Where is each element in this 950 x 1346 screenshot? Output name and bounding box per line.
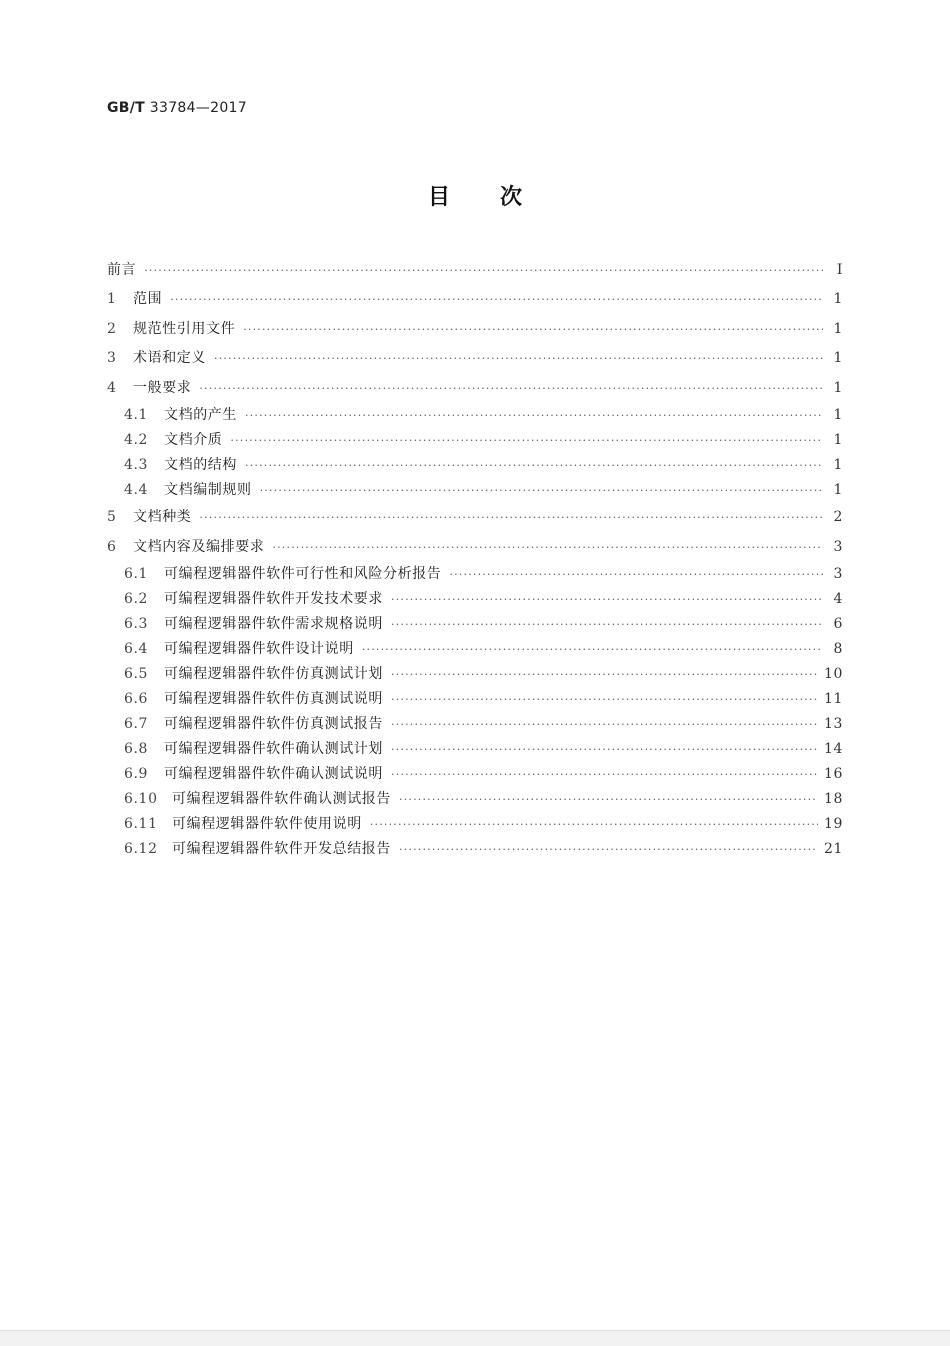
toc-page: 1	[833, 291, 843, 307]
toc-page: 10	[823, 666, 843, 682]
toc-entry[interactable]	[107, 787, 843, 812]
table-of-contents	[107, 256, 843, 862]
toc-entry[interactable]	[107, 453, 843, 478]
toc-leader	[272, 533, 823, 563]
toc-number: 4.3	[124, 457, 149, 473]
toc-page: Ⅰ	[836, 262, 843, 278]
toc-leader	[391, 662, 818, 687]
toc-entry[interactable]	[107, 315, 843, 345]
toc-number: 4.2	[124, 432, 149, 448]
toc-number: 2	[107, 320, 117, 337]
toc-label: 可编程逻辑器件软件确认测试计划	[164, 741, 383, 757]
toc-entry[interactable]	[107, 533, 843, 563]
toc-label: 可编程逻辑器件软件确认测试报告	[172, 791, 391, 807]
toc-label: 文档种类	[133, 509, 192, 525]
toc-page: 11	[823, 691, 843, 707]
toc-leader	[362, 637, 823, 662]
toc-number: 3	[107, 350, 117, 366]
toc-label: 可编程逻辑器件软件可行性和风险分析报告	[164, 566, 442, 582]
toc-leader	[391, 762, 818, 787]
toc-number: 6.8	[124, 741, 149, 757]
toc-page: 3	[833, 566, 843, 582]
toc-page: 8	[833, 641, 843, 657]
toc-label: 可编程逻辑器件软件仿真测试计划	[164, 666, 383, 682]
toc-leader	[245, 453, 823, 478]
toc-entry[interactable]	[107, 428, 843, 453]
toc-entry[interactable]	[107, 503, 843, 533]
toc-entry[interactable]	[107, 712, 843, 737]
page-title: 目次	[427, 185, 572, 210]
toc-leader	[243, 315, 823, 345]
toc-entry[interactable]	[107, 374, 843, 404]
toc-page: 19	[823, 816, 843, 832]
toc-number: 6.4	[124, 641, 149, 657]
toc-page: 1	[833, 379, 843, 396]
page-bottom-edge	[0, 1330, 950, 1346]
toc-leader	[391, 737, 818, 762]
toc-entry[interactable]	[107, 637, 843, 662]
standard-code	[107, 100, 247, 116]
toc-leader	[391, 712, 818, 737]
toc-entry[interactable]	[107, 837, 843, 862]
toc-page: 18	[823, 791, 843, 807]
toc-page: 1	[833, 482, 843, 498]
toc-label: 术语和定义	[133, 350, 206, 366]
toc-entry[interactable]	[107, 687, 843, 712]
toc-label: 范围	[133, 291, 163, 307]
toc-page: 1	[833, 457, 843, 473]
toc-number: 6.7	[124, 716, 149, 732]
toc-label: 可编程逻辑器件软件仿真测试报告	[164, 716, 383, 732]
toc-page: 1	[833, 320, 843, 337]
toc-leader	[199, 503, 823, 533]
toc-leader	[370, 812, 818, 837]
toc-page: 1	[833, 432, 843, 448]
toc-number: 6.2	[124, 591, 149, 607]
toc-leader	[230, 428, 823, 453]
toc-label: 规范性引用文件	[133, 320, 236, 337]
toc-number: 6	[107, 538, 117, 555]
toc-page: 3	[833, 538, 843, 555]
toc-label: 文档内容及编排要求	[133, 538, 265, 555]
toc-entry[interactable]	[107, 762, 843, 787]
toc-label: 文档的结构	[164, 457, 237, 473]
toc-leader	[214, 344, 823, 374]
toc-leader	[144, 256, 823, 286]
toc-leader	[391, 587, 823, 612]
toc-number: 6.9	[124, 766, 149, 782]
toc-label: 可编程逻辑器件软件需求规格说明	[164, 616, 383, 632]
toc-entry[interactable]	[107, 612, 843, 637]
standard-number: 33784—2017	[149, 100, 247, 116]
toc-entry[interactable]	[107, 587, 843, 612]
toc-entry[interactable]	[107, 562, 843, 587]
toc-number: 6.1	[124, 566, 149, 582]
toc-label: 文档的产生	[164, 407, 237, 423]
toc-leader	[245, 403, 823, 428]
toc-leader	[399, 787, 818, 812]
toc-number: 4.4	[124, 482, 149, 498]
standard-prefix: GB/T	[107, 100, 146, 116]
toc-page: 16	[823, 766, 843, 782]
toc-page: 1	[833, 350, 843, 366]
toc-page: 6	[833, 616, 843, 632]
toc-leader	[399, 837, 818, 862]
toc-page: 21	[823, 841, 843, 857]
toc-page: 1	[833, 407, 843, 423]
toc-page: 4	[833, 591, 843, 607]
toc-number: 4	[107, 379, 117, 396]
toc-label: 可编程逻辑器件软件确认测试说明	[164, 766, 383, 782]
toc-entry[interactable]	[107, 662, 843, 687]
toc-label: 可编程逻辑器件软件设计说明	[164, 641, 354, 657]
toc-leader	[260, 478, 823, 503]
toc-label: 文档编制规则	[164, 482, 252, 498]
toc-number: 5	[107, 509, 117, 525]
toc-label: 文档介质	[164, 432, 223, 448]
toc-entry[interactable]	[107, 478, 843, 503]
toc-page: 2	[833, 509, 843, 525]
toc-leader	[170, 285, 823, 315]
toc-leader	[391, 687, 818, 712]
toc-page: 13	[823, 716, 843, 732]
toc-number: 6.10	[124, 791, 158, 807]
toc-number: 1	[107, 291, 117, 307]
toc-label: 可编程逻辑器件软件开发技术要求	[164, 591, 383, 607]
toc-entry[interactable]	[107, 285, 843, 315]
toc-number: 6.3	[124, 616, 149, 632]
toc-number: 6.5	[124, 666, 149, 682]
toc-number: 4.1	[124, 407, 149, 423]
toc-entry[interactable]	[107, 812, 843, 837]
toc-page: 14	[823, 741, 843, 757]
toc-leader	[391, 612, 823, 637]
toc-number: 6.11	[124, 816, 158, 832]
toc-number: 6.12	[124, 841, 158, 857]
toc-label: 前言	[107, 262, 137, 278]
toc-leader	[449, 562, 823, 587]
toc-entry[interactable]	[107, 344, 843, 374]
toc-entry-foreword[interactable]	[107, 256, 843, 285]
toc-label: 可编程逻辑器件软件使用说明	[172, 816, 362, 832]
toc-label: 一般要求	[133, 379, 192, 396]
toc-label: 可编程逻辑器件软件开发总结报告	[172, 841, 391, 857]
toc-leader	[199, 374, 823, 404]
toc-label: 可编程逻辑器件软件仿真测试说明	[164, 691, 383, 707]
toc-entry[interactable]	[107, 737, 843, 762]
toc-number: 6.6	[124, 691, 149, 707]
toc-entry[interactable]	[107, 403, 843, 428]
